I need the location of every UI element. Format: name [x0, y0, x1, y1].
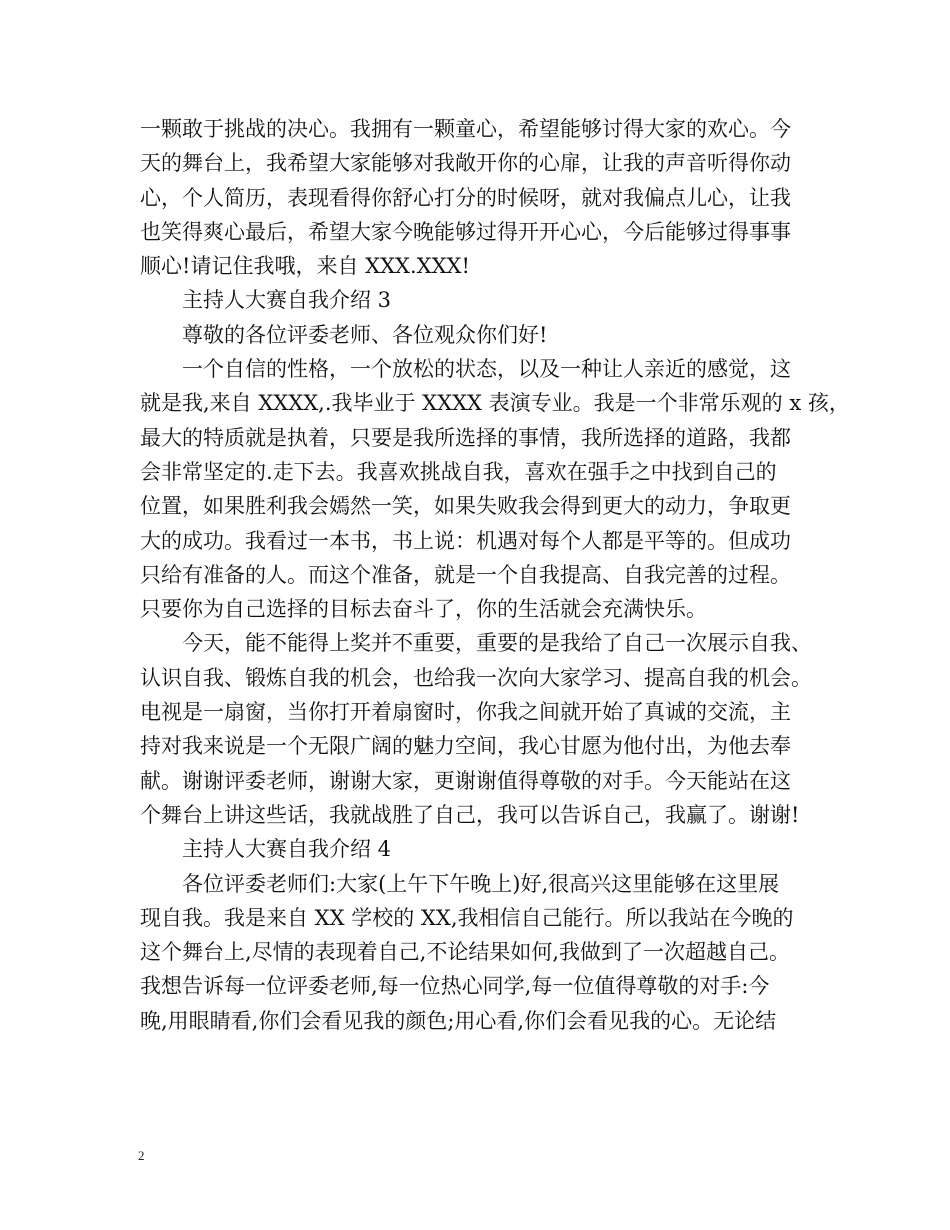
section-heading: 主持人大赛自我介绍 3 [182, 288, 392, 313]
text-line: 一个自信的性格，一个放松的状态，以及一种让人亲近的感觉，这 [182, 357, 791, 382]
text-line: 一颗敢于挑战的决心。我拥有一颗童心，希望能够讨得大家的欢心。今 [140, 117, 791, 141]
text-line: 心，个人简历，表现看得你舒心打分的时候呀，就对我偏点儿心，让我 [140, 185, 791, 210]
text-line: 位置，如果胜利我会嫣然一笑，如果失败我会得到更大的动力，争取更 [140, 494, 791, 519]
text-line: 这个舞台上,尽情的表现着自己,不论结果如何,我做到了一次超越自己。 [140, 940, 791, 965]
text-line: 现自我。我是来自 XX 学校的 XX,我相信自己能行。所以我站在今晚的 [140, 905, 794, 930]
text-line: 顺心!请记住我哦，来自 XXX.XXX! [140, 254, 470, 279]
text-line: 只给有准备的人。而这个准备，就是一个自我提高、自我完善的过程。 [140, 562, 791, 587]
text-line: 献。谢谢评委老师，谢谢大家，更谢谢值得尊敬的对手。今天能站在这 [140, 768, 791, 793]
text-line: 会非常坚定的.走下去。我喜欢挑战自我，喜欢在强手之中找到自己的 [140, 459, 777, 484]
text-line: 只要你为自己选择的目标去奋斗了，你的生活就会充满快乐。 [140, 597, 707, 622]
body-text [140, 112, 850, 1038]
text-line: 今天，能不能得上奖并不重要，重要的是我给了自己一次展示自我、 [182, 631, 812, 656]
text-line: 认识自我、锻炼自我的机会，也给我一次向大家学习、提高自我的机会。 [140, 665, 812, 690]
text-line: 天的舞台上，我希望大家能够对我敞开你的心扉，让我的声音听得你动 [140, 151, 791, 176]
text-line: 持对我来说是一个无限广阔的魅力空间，我心甘愿为他付出，为他去奉 [140, 734, 791, 759]
text-line: 就是我,来自 XXXX,.我毕业于 XXXX 表演专业。我是一个非常乐观的 x 孩， [140, 391, 850, 416]
text-line: 也笑得爽心最后，希望大家今晚能够过得开开心心，今后能够过得事事 [140, 219, 791, 244]
text-line: 我想告诉每一位评委老师,每一位热心同学,每一位值得尊敬的对手:今 [140, 974, 770, 999]
page-number: 2 [138, 1148, 145, 1163]
text-line: 电视是一扇窗，当你打开着扇窗时，你我之间就开始了真诚的交流，主 [140, 700, 791, 725]
text-line: 个舞台上讲这些话，我就战胜了自己，我可以告诉自己，我赢了。谢谢! [140, 802, 800, 827]
text-line: 最大的特质就是执着，只要是我所选择的事情，我所选择的道路，我都 [140, 425, 791, 450]
text-line: 大的成功。我看过一本书，书上说：机遇对每个人都是平等的。但成功 [140, 528, 791, 553]
section-heading: 主持人大赛自我介绍 4 [182, 837, 392, 862]
text-line: 尊敬的各位评委老师、各位观众你们好! [182, 322, 548, 347]
text-line: 晚,用眼睛看,你们会看见我的颜色;用心看,你们会看见我的心。无论结 [140, 1008, 777, 1033]
text-line: 各位评委老师们:大家(上午下午晚上)好,很高兴这里能够在这里展 [182, 871, 780, 896]
